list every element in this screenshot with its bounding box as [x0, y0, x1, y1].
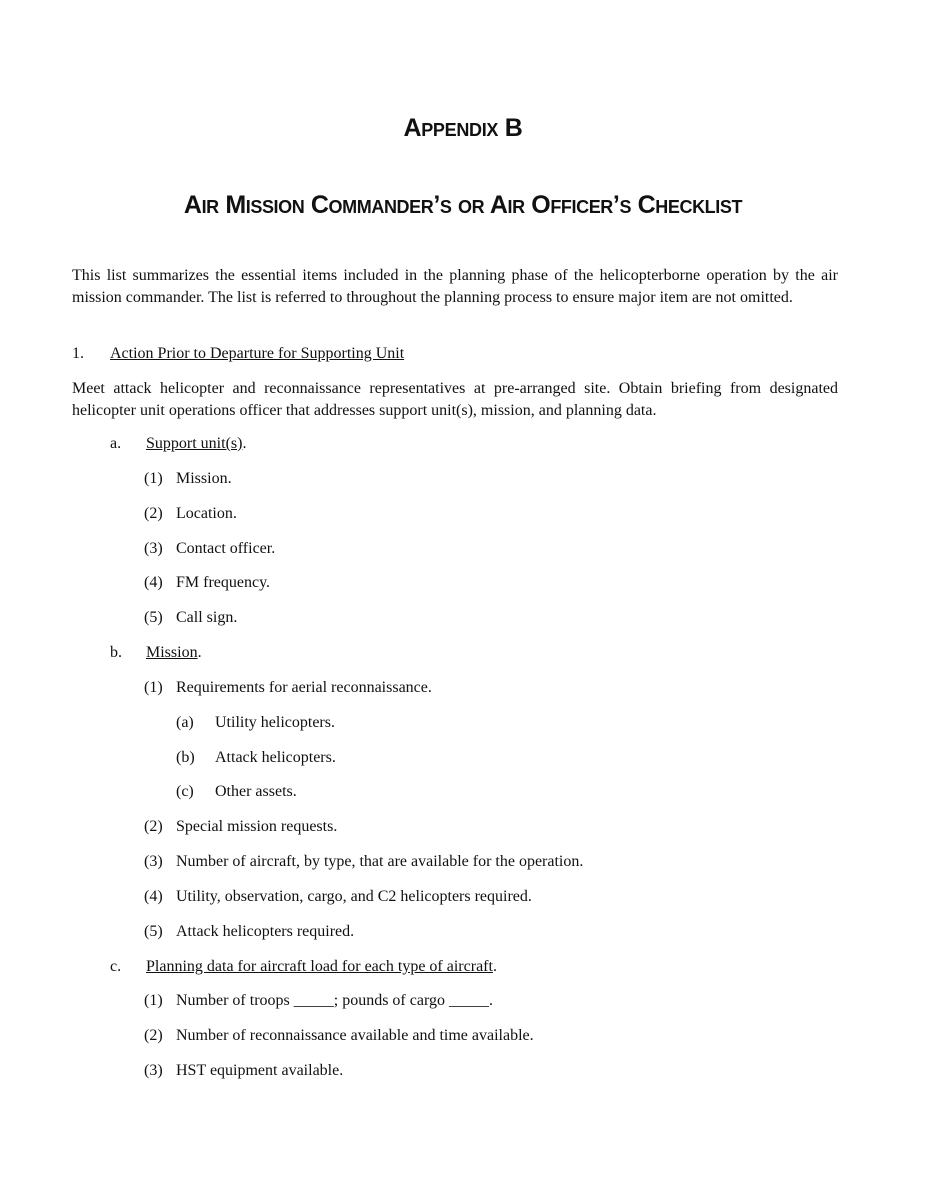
list-item-num: (3) — [144, 853, 163, 870]
list-item: FM frequency. — [176, 574, 271, 591]
list-item-num: (1) — [144, 470, 163, 487]
sub-item-letter: (b) — [176, 749, 195, 766]
subsection-a-heading: Support unit(s). — [146, 435, 247, 452]
subsection-b-heading: Mission. — [146, 644, 202, 661]
list-item: Number of aircraft, by type, that are available for the operation. — [176, 853, 584, 870]
subsection-c-heading: Planning data for aircraft load for each type of aircraft. — [146, 958, 497, 975]
list-item-num: (2) — [144, 818, 163, 835]
list-item: Attack helicopters required. — [176, 923, 355, 940]
list-item-num: (3) — [144, 1062, 163, 1079]
list-item: Mission. — [176, 470, 232, 487]
sub-item-letter: (c) — [176, 783, 194, 800]
subsection-a-title: Support unit(s) — [146, 435, 243, 452]
list-item: Contact officer. — [176, 540, 276, 557]
sub-item: Other assets. — [215, 783, 297, 800]
list-item-num: (3) — [144, 540, 163, 557]
list-item-num: (2) — [144, 505, 163, 522]
list-item-num: (5) — [144, 923, 163, 940]
page-title: Air Mission Commander’s or Air Officer’s Checklist — [183, 191, 743, 219]
subsection-b-title: Mission — [146, 644, 198, 661]
list-item-num: (5) — [144, 609, 163, 626]
list-item-num: (1) — [144, 679, 163, 696]
list-item-num: (4) — [144, 888, 163, 905]
list-item: Utility, observation, cargo, and C2 helicopters required. — [176, 888, 532, 905]
subsection-c-letter: c. — [110, 958, 122, 975]
sub-item: Utility helicopters. — [215, 714, 335, 731]
sub-item-letter: (a) — [176, 714, 194, 731]
subsection-b-letter: b. — [110, 644, 122, 661]
section-paragraph: Meet attack helicopter and reconnaissance representatives at pre-arranged site. Obtain briefing from designated helicopter unit operations officer that addresses support unit(s), mission, and planning data. — [72, 380, 838, 419]
list-item-num: (4) — [144, 574, 163, 591]
list-item: Special mission requests. — [176, 818, 338, 835]
appendix-heading: Appendix B — [403, 114, 523, 142]
intro-paragraph: This list summarizes the essential items included in the planning phase of the helicopterborne operation by the air mission commander. The list is referred to throughout the planning process to ensure major item are not omitted. — [72, 267, 838, 306]
list-item-num: (1) — [144, 992, 163, 1009]
subsection-a-letter: a. — [110, 435, 122, 452]
list-item: Number of reconnaissance available and time available. — [176, 1027, 534, 1044]
list-item: Requirements for aerial reconnaissance. — [176, 679, 432, 696]
section-number: 1. — [72, 345, 84, 362]
section-title: Action Prior to Departure for Supporting Unit — [110, 345, 405, 362]
list-item: Number of troops _____; pounds of cargo _____. — [176, 992, 493, 1009]
list-item: Location. — [176, 505, 237, 522]
sub-item: Attack helicopters. — [215, 749, 336, 766]
list-item: HST equipment available. — [176, 1062, 344, 1079]
subsection-c-title: Planning data for aircraft load for each type of aircraft — [146, 958, 493, 975]
list-item-num: (2) — [144, 1027, 163, 1044]
list-item: Call sign. — [176, 609, 238, 626]
